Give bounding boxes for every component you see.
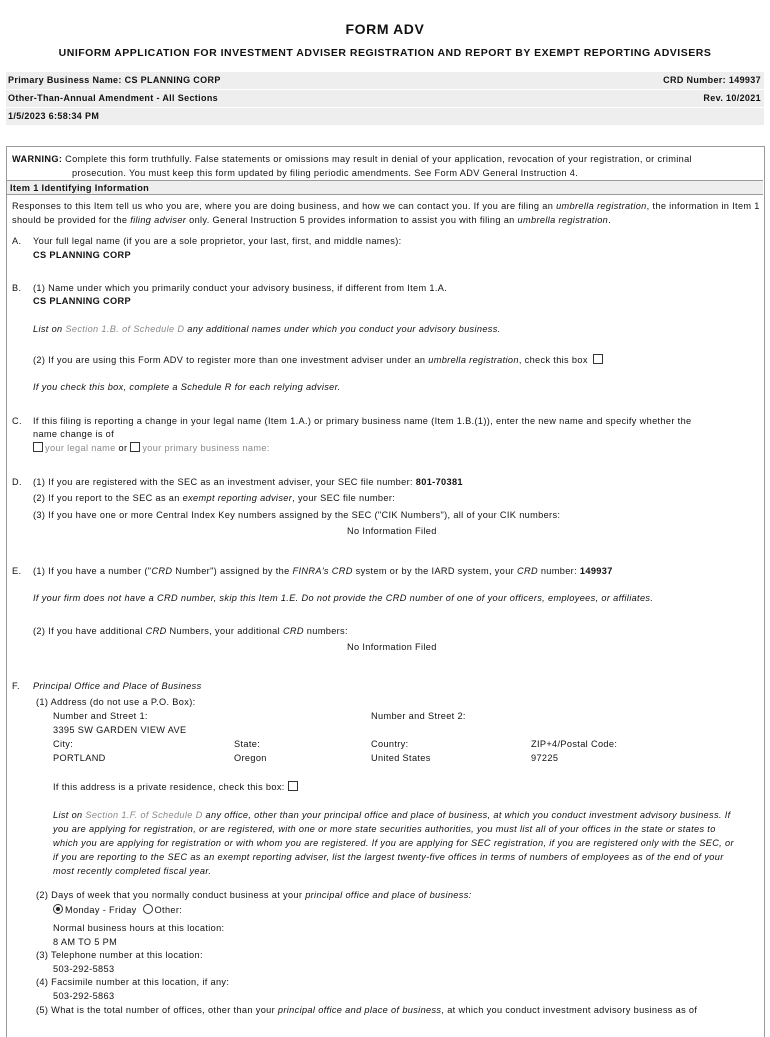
list-text: most recently completed fiscal year.	[53, 866, 212, 876]
zip-value: 97225	[531, 753, 559, 763]
zip-label: ZIP+4/Postal Code:	[531, 739, 618, 749]
state-label: State:	[234, 739, 261, 749]
option-label: your legal name	[45, 443, 116, 453]
state-value: Oregon	[234, 753, 267, 763]
fax-value: 503-292-5863	[53, 991, 115, 1001]
q2-text: umbrella registration	[428, 355, 519, 365]
q-text: (2) Days of week that you normally conduct business at your	[36, 890, 306, 900]
header-row-amendment	[6, 90, 764, 107]
country-value: United States	[371, 753, 431, 763]
section-f-list-note	[53, 808, 758, 878]
city-label: City:	[53, 739, 74, 749]
section-e-letter: E.	[12, 566, 22, 576]
section-b-relying-note: If you check this box, complete a Schedule R for each relying adviser.	[33, 382, 341, 392]
monday-friday-radio[interactable]	[53, 904, 63, 914]
section-b-letter: B.	[12, 283, 22, 293]
schedule-d-1f-link[interactable]: Section 1.F. of Schedule D	[85, 810, 203, 820]
business-name-value: CS PLANNING CORP	[33, 296, 131, 306]
umbrella-registration-checkbox[interactable]	[593, 354, 603, 364]
section-e-q1	[33, 566, 613, 576]
intro-text: .	[608, 215, 612, 225]
intro-text: umbrella registration	[556, 201, 647, 211]
warning-label: WARNING:	[12, 154, 63, 164]
street2-label: Number and Street 2:	[371, 711, 466, 721]
intro-text: Responses to this Item tell us who you are, where you are doing business, and how we can contact you. If you are filing an	[12, 201, 557, 211]
warning-text-2: prosecution. You must keep this form updated by filing periodic amendments. See Form ADV General Instruction 4.	[72, 168, 579, 178]
private-residence-row	[53, 781, 300, 792]
q-text: CRD	[145, 626, 167, 636]
crd-number-value: 149937	[579, 566, 613, 576]
warning-block	[12, 152, 752, 180]
q-text: numbers:	[303, 626, 348, 636]
q2-text: (2) If you are using this Form ADV to register more than one investment adviser under an	[33, 355, 429, 365]
additional-crd-no-info: No Information Filed	[347, 642, 437, 652]
hours-value: 8 AM TO 5 PM	[53, 937, 118, 947]
q-text: (5) What is the total number of offices, other than your	[36, 1005, 278, 1015]
q2-text: (2) If you report to the SEC as an	[33, 493, 183, 503]
list-text: any additional names under which you conduct your advisory business.	[184, 324, 501, 334]
section-b-list-note	[33, 324, 501, 334]
primary-business-name: Primary Business Name: CS PLANNING CORP	[8, 75, 221, 85]
item1-header: Item 1 Identifying Information	[7, 180, 763, 195]
section-f-letter: F.	[12, 681, 20, 691]
q2-text: , your SEC file number:	[292, 493, 396, 503]
section-e-note: If your firm does not have a CRD number, skip this Item 1.E. Do not provide the CRD number of one of your officers, employees, or affiliates.	[33, 593, 654, 603]
q-text: principal office and place of business:	[305, 890, 472, 900]
private-residence-label: If this address is a private residence, check this box:	[53, 782, 285, 792]
form-title: FORM ADV	[345, 21, 425, 37]
intro-text: umbrella registration	[517, 215, 609, 225]
warning-text-1: Complete this form truthfully. False statements or omissions may result in denial of your application, revocation of your registration, or criminal	[65, 154, 692, 164]
q2-text: , check this box	[518, 355, 588, 365]
street1-label: Number and Street 1:	[53, 711, 148, 721]
q-text: principal office and place of business	[277, 1005, 442, 1015]
q-text: system or by the IARD system, your	[352, 566, 517, 576]
section-b-q1: (1) Name under which you primarily conduct your advisory business, if different from Item 1.A.	[33, 283, 448, 293]
header-row-business	[6, 72, 764, 89]
hours-label: Normal business hours at this location:	[53, 923, 225, 933]
q2-text: exempt reporting adviser	[182, 493, 293, 503]
private-residence-checkbox[interactable]	[288, 781, 298, 791]
country-label: Country:	[371, 739, 409, 749]
section-f-q2	[36, 890, 472, 900]
business-name-change-checkbox[interactable]	[130, 442, 140, 452]
or-text: or	[118, 443, 128, 453]
section-e-q2	[33, 626, 348, 636]
section-f-heading: Principal Office and Place of Business	[33, 681, 202, 691]
city-value: PORTLAND	[53, 753, 106, 763]
legal-name-value: CS PLANNING CORP	[33, 250, 131, 260]
section-f-q4: (4) Facsimile number at this location, if any:	[36, 977, 230, 987]
sec-file-number: 801-70381	[415, 477, 463, 487]
option-label: your primary business name:	[142, 443, 270, 453]
q-text: Numbers, your additional	[166, 626, 283, 636]
q-text: number:	[537, 566, 580, 576]
section-d-q3: (3) If you have one or more Central Index Key numbers assigned by the SEC ("CIK Numbers"), all of your CIK numbers:	[33, 510, 561, 520]
section-d-letter: D.	[12, 477, 22, 487]
legal-name-change-checkbox[interactable]	[33, 442, 43, 452]
section-c-letter: C.	[12, 416, 22, 426]
section-d-q2	[33, 493, 395, 503]
q-text: (1) If you have a number ("	[33, 566, 152, 576]
section-a-question: Your full legal name (if you are a sole proprietor, your last, first, and middle names):	[33, 236, 402, 246]
section-f-q3: (3) Telephone number at this location:	[36, 950, 203, 960]
intro-text: , the information in Item 1 should be provided for the	[12, 201, 760, 225]
other-days-radio[interactable]	[143, 904, 153, 914]
intro-text: filing adviser	[130, 215, 187, 225]
section-c-q-line2: name change is of	[33, 429, 115, 439]
form-subtitle: UNIFORM APPLICATION FOR INVESTMENT ADVISER REGISTRATION AND REPORT BY EXEMPT REPORTING ADVISERS	[58, 47, 712, 59]
days-options	[53, 904, 182, 915]
q-text: , at which you conduct investment advisory business as of	[441, 1005, 698, 1015]
section-f-q5	[36, 1005, 697, 1015]
section-a-letter: A.	[12, 236, 22, 246]
option-label: Other:	[154, 905, 183, 915]
street1-value: 3395 SW GARDEN VIEW AVE	[53, 725, 187, 735]
list-text: which you are applying for registration or with whom you are registered. If you are applying for SEC registration, if you are registered only with the SEC, or	[53, 838, 734, 848]
list-text: if you are reporting to the SEC as an exempt reporting adviser, list the largest twenty-five offices in terms of numbers of employees as of the end of your	[53, 852, 724, 862]
item1-intro	[12, 199, 760, 227]
q-text: FINRA's CRD	[292, 566, 353, 576]
cik-no-info: No Information Filed	[347, 526, 437, 536]
schedule-d-1b-link[interactable]: Section 1.B. of Schedule D	[65, 324, 185, 334]
crd-number: CRD Number: 149937	[663, 75, 761, 85]
section-b-q2	[33, 354, 605, 365]
section-d-q1	[33, 477, 463, 487]
q-text: CRD	[282, 626, 304, 636]
list-text: you are applying for registration, or are registered, with one or more state securities authorities, you must list all of your offices in the state or states to	[53, 824, 716, 834]
section-c-q-line1: If this filing is reporting a change in your legal name (Item 1.A.) or primary business name (Item 1.B.(1)), enter the new name and specify whether the	[33, 416, 692, 426]
q-text: (2) If you have additional	[33, 626, 146, 636]
list-text: any office, other than your principal office and place of business, at which you conduct investment advisory business. If	[202, 810, 731, 820]
q-text: CRD	[516, 566, 538, 576]
section-c-options	[33, 442, 270, 453]
amendment-type: Other-Than-Annual Amendment - All Sections	[8, 93, 219, 103]
list-text: List on	[33, 324, 66, 334]
filing-datetime: 1/5/2023 6:58:34 PM	[8, 111, 100, 121]
q1-text: (1) If you are registered with the SEC as an investment adviser, your SEC file number:	[33, 477, 416, 487]
q-text: Number") assigned by the	[172, 566, 293, 576]
revision: Rev. 10/2021	[703, 93, 761, 103]
list-text: List on	[53, 810, 86, 820]
header-row-datetime	[6, 108, 764, 125]
option-label: Monday - Friday	[65, 905, 137, 915]
q-text: CRD	[151, 566, 173, 576]
section-f-q1: (1) Address (do not use a P.O. Box):	[36, 697, 196, 707]
intro-text: only. General Instruction 5 provides information to assist you with filing an	[186, 215, 518, 225]
phone-value: 503-292-5853	[53, 964, 115, 974]
